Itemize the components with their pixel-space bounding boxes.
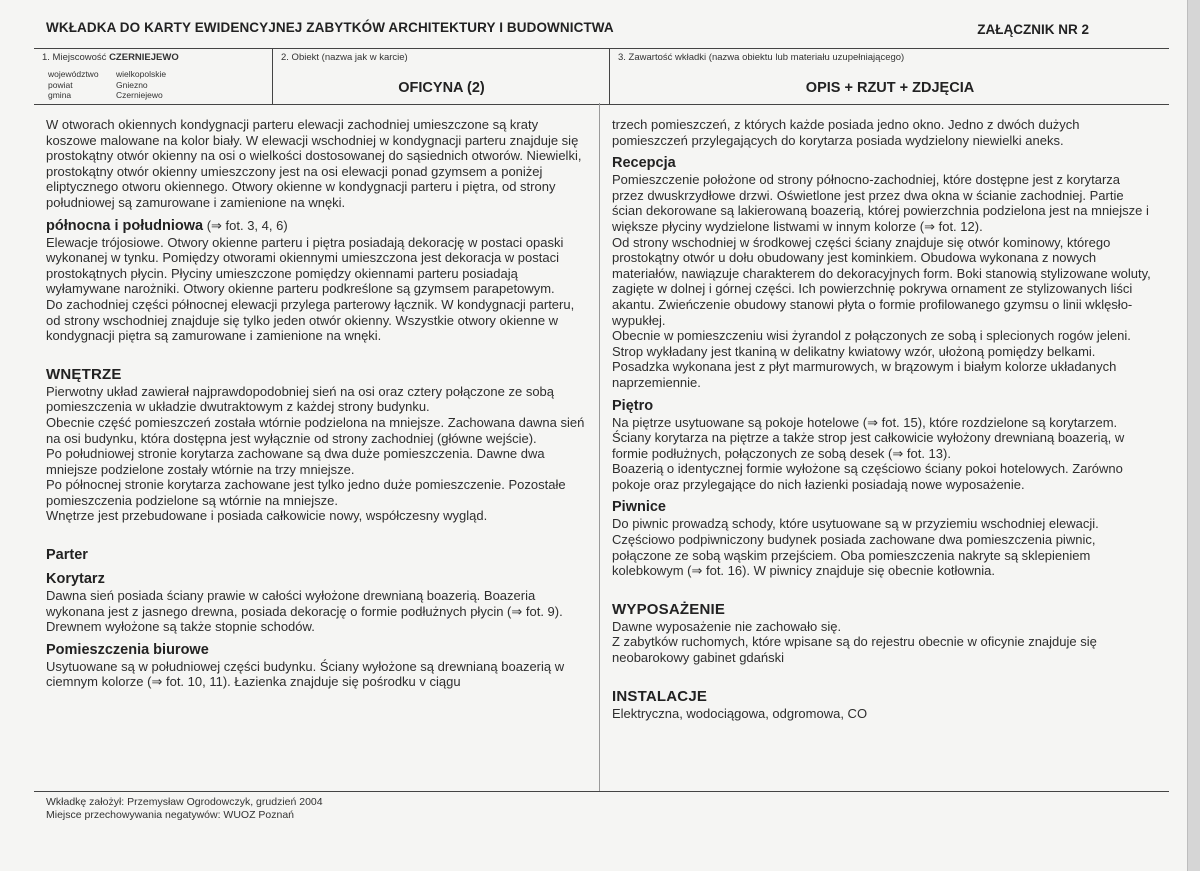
- equipment-paragraph-1: Dawne wyposażenie nie zachowało się.: [612, 618, 842, 634]
- interior-heading: WNĘTRZE: [46, 365, 122, 383]
- basement-paragraph: Do piwnic prowadzą schody, które usytuowane są w przyziemiu wschodniej elewacji. Częściowo podpiwniczony budynek posiada zachowane dwa pomieszczenia piwnic, połączone ze sobą wąskim przejściem. Oba pomieszczenia nakryte są sklepieniem kolebkowym (⇒ fot. 16). W piwnicy znajduje się obecnie kotłownia.: [612, 516, 1099, 579]
- left-column: [46, 117, 591, 690]
- header-fields: [34, 48, 1169, 105]
- field-object-value: OFICYNA (2): [398, 80, 485, 96]
- footer: [34, 791, 1169, 822]
- ns-heading-line: [46, 217, 591, 235]
- ns-heading: północna i południowa: [46, 217, 204, 234]
- installations-paragraph: Elektryczna, wodociągowa, odgromowa, CO: [612, 705, 868, 721]
- county-value: Gniezno: [116, 79, 148, 90]
- basement-heading: Piwnice: [612, 499, 666, 516]
- column-divider: [599, 103, 600, 791]
- field-locality: [34, 49, 272, 104]
- right-column: [612, 117, 1152, 721]
- interior-paragraph-3: Po południowej stronie korytarza zachowane są dwa duże pomieszczenia. Dawne dwa mniejsze podzielone zostały wtórnie na trzy mniejsze.: [46, 446, 545, 477]
- ns-paragraph-1: Elewacje trójosiowe. Otwory okienne parteru i piętra posiadają dekorację w postaci opaski wykonanej w tynku. Pomiędzy otworami okiennymi umieszczona jest dekoracja w postaci prostokątnych płycin. Płyciny umieszczone pomiędzy okiennami parteru posiadają wyłamywane narożniki. Otwory okienne parteru podkreślone są gzymsem parapetowym.: [46, 234, 564, 297]
- interior-paragraph-4: Po północnej stronie korytarza zachowane jest tylko jedno duże pomieszczenie. Pozostałe pomieszczenia podzielone są wtórnie na mniejsze.: [46, 477, 566, 508]
- locality-details: [48, 69, 166, 101]
- interior-paragraph-2: Obecnie część pomieszczeń została wtórnie podzielona na mniejsze. Zachowana dawna sień na osi budynku, która dostępna jest wyłącznie od strony zachodniej (główne wejście).: [46, 414, 585, 446]
- field-contents-label: 3. Zawartość wkładki (nazwa obiektu lub materiału uzupełniającego): [618, 52, 905, 63]
- ground-floor-heading: Parter: [46, 547, 88, 564]
- continuation-paragraph: trzech pomieszczeń, z których każde posiada jedno okno. Jedno z dwóch dużych pomieszczeń przylegających do korytarza posiada wydzielony niewielki aneks.: [612, 117, 1080, 148]
- corridor-heading: Korytarz: [46, 571, 105, 588]
- reception-heading: Recepcja: [612, 155, 676, 172]
- upper-floor-heading: Piętro: [612, 397, 654, 414]
- equipment-paragraph-2: Z zabytków ruchomych, które wpisane są do rejestru obecnie w oficynie znajduje się neobarokowy gabinet gdański: [612, 634, 1097, 666]
- document-title: WKŁADKA DO KARTY EWIDENCYJNEJ ZABYTKÓW ARCHITEKTURY I BUDOWNICTWA: [46, 20, 614, 35]
- commune-value: Czerniejewo: [116, 90, 163, 100]
- field-object-label: 2. Obiekt (nazwa jak w karcie): [281, 52, 408, 63]
- installations-heading: INSTALACJE: [612, 687, 708, 705]
- voivodeship-label: województwo: [48, 69, 99, 79]
- reception-paragraph-1: Pomieszczenie położone od strony północno-zachodniej, które dostępne jest z korytarza przez dwuskrzydłowe drzwi. Oświetlone jest przez dwa okna w ścianie zachodniej. Partie ścian dekorowane są lakierowaną boazerią, której powierzchnia podzielona jest na mniejsze i większe płyciny wydzielone listwami w innym kolorze (⇒ fot. 12).: [612, 172, 1149, 234]
- reception-paragraph-2: Od strony wschodniej w środkowej części ściany znajduje się otwór kominowy, którego prostokątny otwór u dołu obudowany jest kominkiem. Obudowa wykonana z nowych materiałów, nawiązuje charakterem do dekoracyjnych form. Boki stanowią stylizowane woluty, zagięte w dolnej i górnej części. Ich powierzchnię pokrywa ornament ze stylizowanych liści akantu. Zwieńczenie obudowy stanowi płyta o formie profilowanego gzymsu o linii wklęsło-wypukłej.: [612, 234, 1151, 328]
- ns-paragraph-2: Do zachodniej części północnej elewacji przylega parterowy łącznik. W kondygnacji parteru, od strony wschodniej znajduje się tylko jeden otwór okienny. Wszystkie otwory okienne w kondygnacji piętra są zamurowane i zamienione na wnęki.: [46, 296, 575, 344]
- voivodeship-value: wielkopolskie: [116, 69, 167, 79]
- interior-paragraph-5: Wnętrze jest przebudowane i posiada całkowicie nowy, współczesny wygląd.: [46, 508, 488, 524]
- commune-label: gmina: [48, 90, 72, 100]
- field-locality-value: CZERNIEJEWO: [109, 52, 179, 63]
- footer-author: Wkładkę założył: Przemysław Ogrodowczyk, grudzień 2004: [46, 796, 323, 808]
- upper-floor-paragraph-1: Na piętrze usytuowane są pokoje hotelowe (⇒ fot. 15), które rozdzielone są korytarzem. Ściany korytarza na piętrze a także strop jest całkowicie wyłożony drewnianą boazerią, w formie podłużnych, połączonych ze sobą desek (⇒ fot. 13).: [612, 414, 1125, 461]
- equipment-heading: WYPOSAŻENIE: [612, 600, 726, 618]
- office-heading: Pomieszczenia biurowe: [46, 641, 209, 658]
- field-contents-value: OPIS + RZUT + ZDJĘCIA: [805, 80, 975, 96]
- interior-paragraph-1: Pierwotny układ zawierał najprawdopodobniej sień na osi oraz cztery połączone ze sobą pomieszczenia w układzie dwutraktowym z każdej strony budynku.: [46, 383, 555, 415]
- intro-paragraph: W otworach okiennych kondygnacji parteru elewacji zachodniej umieszczone są kraty koszowe malowane na kolor biały. W elewacji wschodniej w kondygnacji parteru znajduje się prostokątny otwór okienny na osi o wielkości dostosowanej do sąsiednich otworów. Niewielki, prostokątny otwór okienny umieszczony jest na osi elewacji ponad gzymsem a poniżej eliptycznego otworu okiennego. Otwory okienne w kondygnacji parteru i piętra, od strony południowej są zamurowane i zamienione na wnęki.: [46, 117, 582, 210]
- county-label: powiat: [48, 79, 73, 90]
- upper-floor-paragraph-2: Boazerią o identycznej formie wyłożone są częściowo ściany pokoi hotelowych. Zarówno pokoje oraz przylegające do nich łazienki posiadają nowe wyposażenie.: [612, 461, 1123, 492]
- footer-negatives: Miejsce przechowywania negatywów: WUOZ Poznań: [46, 809, 295, 821]
- field-object: [272, 49, 610, 104]
- reception-paragraph-3: Obecnie w pomieszczeniu wisi żyrandol z połączonych ze sobą i splecionych rogów jeleni. Strop wykładany jest tkaniną w delikatny kwiatowy wzór, ułożoną pomiędzy belkami. Posadzka wykonana jest z płyt marmurowych, w brązowym i białym kolorze układanych naprzemiennie.: [612, 328, 1131, 390]
- field-contents: [609, 49, 1170, 104]
- corridor-paragraph: Dawna sień posiada ściany prawie w całości wyłożone drewnianą boazerią. Boazeria wykonana jest z jasnego drewna, posiada dekorację o formie podłużnych płycin (⇒ fot. 9). Drewnem wyłożone są także stopnie schodów.: [46, 588, 563, 635]
- attachment-label: ZAŁĄCZNIK NR 2: [977, 22, 1089, 37]
- scan-edge: [1187, 0, 1200, 871]
- office-paragraph: Usytuowane są w południowej części budynku. Ściany wyłożone są drewnianą boazerią w ciemnym kolorze (⇒ fot. 10, 11). Łazienka znajduje się pośrodku v ciągu: [46, 658, 565, 690]
- ns-ref: (⇒ fot. 3, 4, 6): [203, 217, 288, 233]
- field-locality-label: 1. Miejscowość: [42, 52, 107, 63]
